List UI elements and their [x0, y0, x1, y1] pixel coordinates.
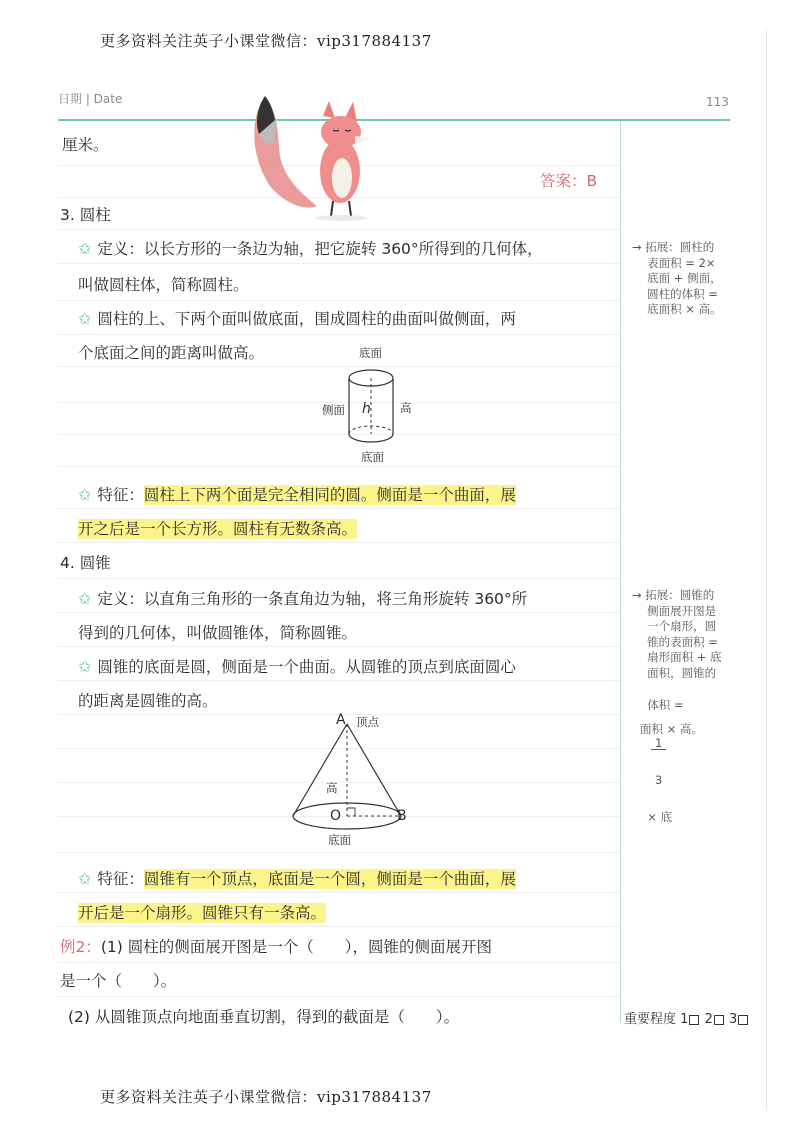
- cylinder-bottom-label: 底面: [361, 450, 384, 464]
- header-rule: [58, 119, 730, 121]
- cylinder-feature: ✩ 特征：圆柱上下两个面是完全相同的圆。侧面是一个曲面，展: [78, 485, 516, 504]
- checkbox-level-2[interactable]: [714, 1015, 724, 1025]
- page-number: 113: [706, 95, 729, 109]
- cylinder-feature-line2: 开之后是一个长方形。圆柱有无数条高。: [78, 520, 358, 538]
- section-heading-cone: 4. 圆锥: [60, 554, 111, 572]
- text-line: 得到的几何体，叫做圆锥体，简称圆锥。: [78, 624, 358, 642]
- cone-base-label: 底面: [328, 833, 351, 847]
- checkbox-level-1[interactable]: [689, 1015, 699, 1025]
- star-icon: ✩: [78, 239, 92, 258]
- text-line: 个底面之间的距离叫做高。: [78, 344, 265, 362]
- cylinder-h-label: h: [362, 401, 371, 417]
- star-icon: ✩: [78, 589, 92, 608]
- text-line: 面积 × 高。: [640, 722, 703, 736]
- text-line: 叫做圆柱体，简称圆柱。: [78, 276, 249, 294]
- cone-height-label: 高: [326, 781, 338, 795]
- checkbox-level-3[interactable]: [738, 1015, 748, 1025]
- section-heading-cylinder: 3. 圆柱: [60, 206, 111, 224]
- star-icon: ✩: [78, 869, 92, 888]
- cone-center-label: O: [330, 808, 342, 824]
- example-label: 例2：: [60, 938, 101, 956]
- fox-illustration: [245, 86, 385, 226]
- ruled-line: [58, 852, 620, 853]
- cylinder-top-label: 底面: [359, 346, 382, 360]
- star-icon: ✩: [78, 309, 92, 328]
- importance-rating: 重要程度 1 2 3: [624, 1008, 749, 1027]
- ruled-line: [58, 578, 620, 579]
- watermark-bottom: 更多资料关注英子小课堂微信：vip317884137: [100, 1088, 432, 1106]
- star-icon: ✩: [78, 657, 92, 676]
- star-icon: ✩: [78, 485, 92, 504]
- cone-apex-label: A: [336, 712, 346, 728]
- example-q2: (2) 从圆锥顶点向地面垂直切割，得到的截面是（ ）。: [68, 1008, 460, 1026]
- cylinder-definition: ✩ 定义：以长方形的一条边为轴，把它旋转 360°所得到的几何体，: [78, 239, 543, 258]
- example-q1: 例2：(1) 圆柱的侧面展开图是一个（ ），圆锥的侧面展开图: [60, 938, 493, 956]
- cone-apex-text: 顶点: [356, 715, 379, 729]
- ruled-line: [58, 334, 620, 335]
- answer-text: 答案：B: [540, 172, 598, 190]
- ruled-line: [58, 962, 620, 963]
- ruled-line: [58, 996, 620, 997]
- text-line: 的距离是圆锥的高。: [78, 692, 218, 710]
- text-line: 是一个（ ）。: [60, 972, 177, 990]
- ruled-line: [58, 300, 620, 301]
- cone-parts: ✩ 圆锥的底面是圆，侧面是一个曲面。从圆锥的顶点到底面圆心: [78, 657, 516, 676]
- text-line: 厘米。: [62, 136, 109, 154]
- watermark-top: 更多资料关注英子小课堂微信：vip317884137: [100, 32, 432, 50]
- cone-definition: ✩ 定义：以直角三角形的一条直角边为轴，将三角形旋转 360°所: [78, 589, 528, 608]
- fraction: $\frac{1}{3}$: [651, 713, 666, 810]
- ruled-line: [58, 229, 620, 230]
- cone-feature: ✩ 特征：圆锥有一个顶点，底面是一个圆，侧面是一个曲面，展: [78, 869, 516, 888]
- sidebar-note-cylinder: → 拓展：圆柱的 表面积 = 2× 底面 + 侧面， 圆柱的体积 = 底面积 × 高。: [632, 240, 722, 316]
- sidebar-note-cone: → 拓展：圆锥的 侧面展开图是 一个扇形，圆 锥的表面积 = 扇形面积 + 底 面积，圆锥的: [632, 588, 722, 680]
- cylinder-parts: ✩ 圆柱的上、下两个面叫做底面，围成圆柱的曲面叫做侧面，两: [78, 309, 516, 328]
- cylinder-height-label: 高: [400, 401, 412, 415]
- page-fold-shadow: [766, 30, 767, 1110]
- cone-feature-line2: 开后是一个扇形。圆锥只有一条高。: [78, 904, 327, 922]
- cone-point-b-label: B: [397, 808, 407, 824]
- cylinder-side-label: 侧面: [322, 403, 345, 417]
- margin-rule: [620, 121, 621, 1023]
- sidebar-cone-volume: 体积 = $\frac{1}{3}$ × 底: [647, 697, 684, 824]
- date-label: 日期 | Date: [58, 92, 123, 106]
